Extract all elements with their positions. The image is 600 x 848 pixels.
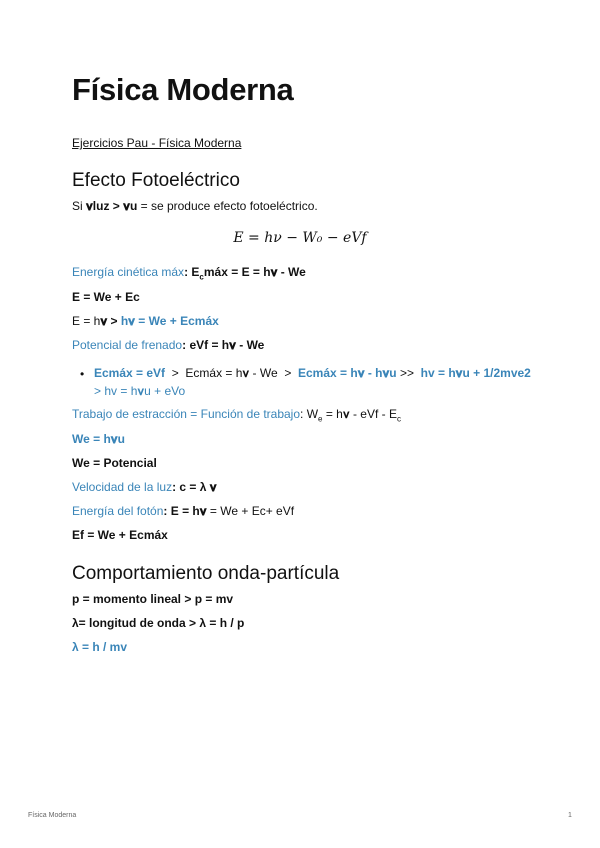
photoelectric-formula: E = hν − W₀ − eVf: [233, 230, 367, 246]
energy-relation-b: h𝛎 = We + Ecmáx: [120, 314, 219, 328]
energy-subscript: c: [396, 414, 401, 424]
page-title: Física Moderna: [72, 72, 294, 107]
we-potential-line: We = Potencial: [72, 456, 157, 470]
intro-post: = se produce efecto fotoeléctrico.: [137, 199, 318, 213]
work-symbol: W: [306, 407, 319, 421]
bullet-part-c: Ecmáx = h𝛎 - h𝛎u: [298, 366, 397, 380]
energy-subscript: c: [199, 272, 204, 282]
greater-than: >: [107, 314, 121, 328]
work-function-label: Trabajo de estracción = Función de trabajo: [72, 407, 301, 421]
stopping-potential-formula: eVf = h𝛎 - We: [189, 338, 265, 352]
photon-energy-label: Energía del fotón: [72, 504, 164, 518]
bullet-part-a: Ecmáx = eVf: [94, 366, 166, 380]
kinetic-energy-label: Energía cinética máx: [72, 265, 185, 279]
stopping-potential-line: [72, 338, 264, 353]
bullet-dot: •: [80, 367, 85, 381]
colon: :: [300, 407, 307, 421]
intro-line: [72, 199, 318, 214]
intro-pre: Si: [72, 199, 87, 213]
momentum-line: p = momento lineal > p = mv: [72, 592, 234, 606]
kinetic-energy-line: [72, 265, 306, 281]
intro-condition: 𝛎luz > 𝛎u: [86, 199, 138, 213]
work-subscript: e: [318, 414, 323, 424]
energy-relation-line: [72, 314, 219, 329]
energy-sum-line: E = We + Ec: [72, 290, 140, 304]
bullet-part-e: hv = h𝛎u + 1/2mve2: [420, 366, 531, 380]
speed-of-light-line: [72, 480, 217, 495]
bullet-item: [94, 364, 534, 400]
kinetic-energy-formula: máx = E = h𝛎 - We: [203, 265, 306, 279]
bullet-part-d: >>: [396, 366, 421, 380]
ef-line: Ef = We + Ecmáx: [72, 528, 168, 542]
energy-relation-a: E = h: [72, 314, 101, 328]
page-number: 1: [568, 812, 572, 819]
section-heading-wave-particle: Comportamiento onda-partícula: [72, 563, 340, 584]
colon: :: [172, 480, 180, 494]
work-function-formula: = h𝛎 - eVf - E: [322, 407, 397, 421]
speed-of-light-label: Velocidad de la luz: [72, 480, 173, 494]
photon-energy-line: [72, 504, 294, 519]
speed-of-light-formula: c = λ 𝛎: [179, 480, 217, 494]
photon-energy-rest: = We + Ec+ eVf: [206, 504, 295, 518]
colon: :: [163, 504, 171, 518]
colon: :: [184, 265, 192, 279]
energy-symbol: E: [191, 265, 200, 279]
de-broglie-line: λ = h / mv: [72, 640, 128, 654]
section-heading-photoelectric: Efecto Fotoeléctrico: [72, 170, 240, 191]
stopping-potential-label: Potencial de frenado: [72, 338, 183, 352]
exercises-link[interactable]: Ejercicios Pau - Física Moderna: [72, 136, 242, 150]
wavelength-line: λ= longitud de onda > λ = h / p: [72, 616, 245, 630]
work-function-line: [72, 407, 401, 423]
footer-title: Física Moderna: [28, 812, 77, 819]
nu-symbol: 𝛎: [100, 314, 108, 328]
bullet-part-b: > Ecmáx = h𝛎 - We >: [165, 366, 298, 380]
bullet-part-f: > hv = h𝛎u + eVo: [94, 384, 186, 398]
we-frequency-line: We = h𝛎u: [72, 432, 125, 446]
colon: :: [182, 338, 190, 352]
photon-energy-formula: E = h𝛎: [170, 504, 207, 518]
